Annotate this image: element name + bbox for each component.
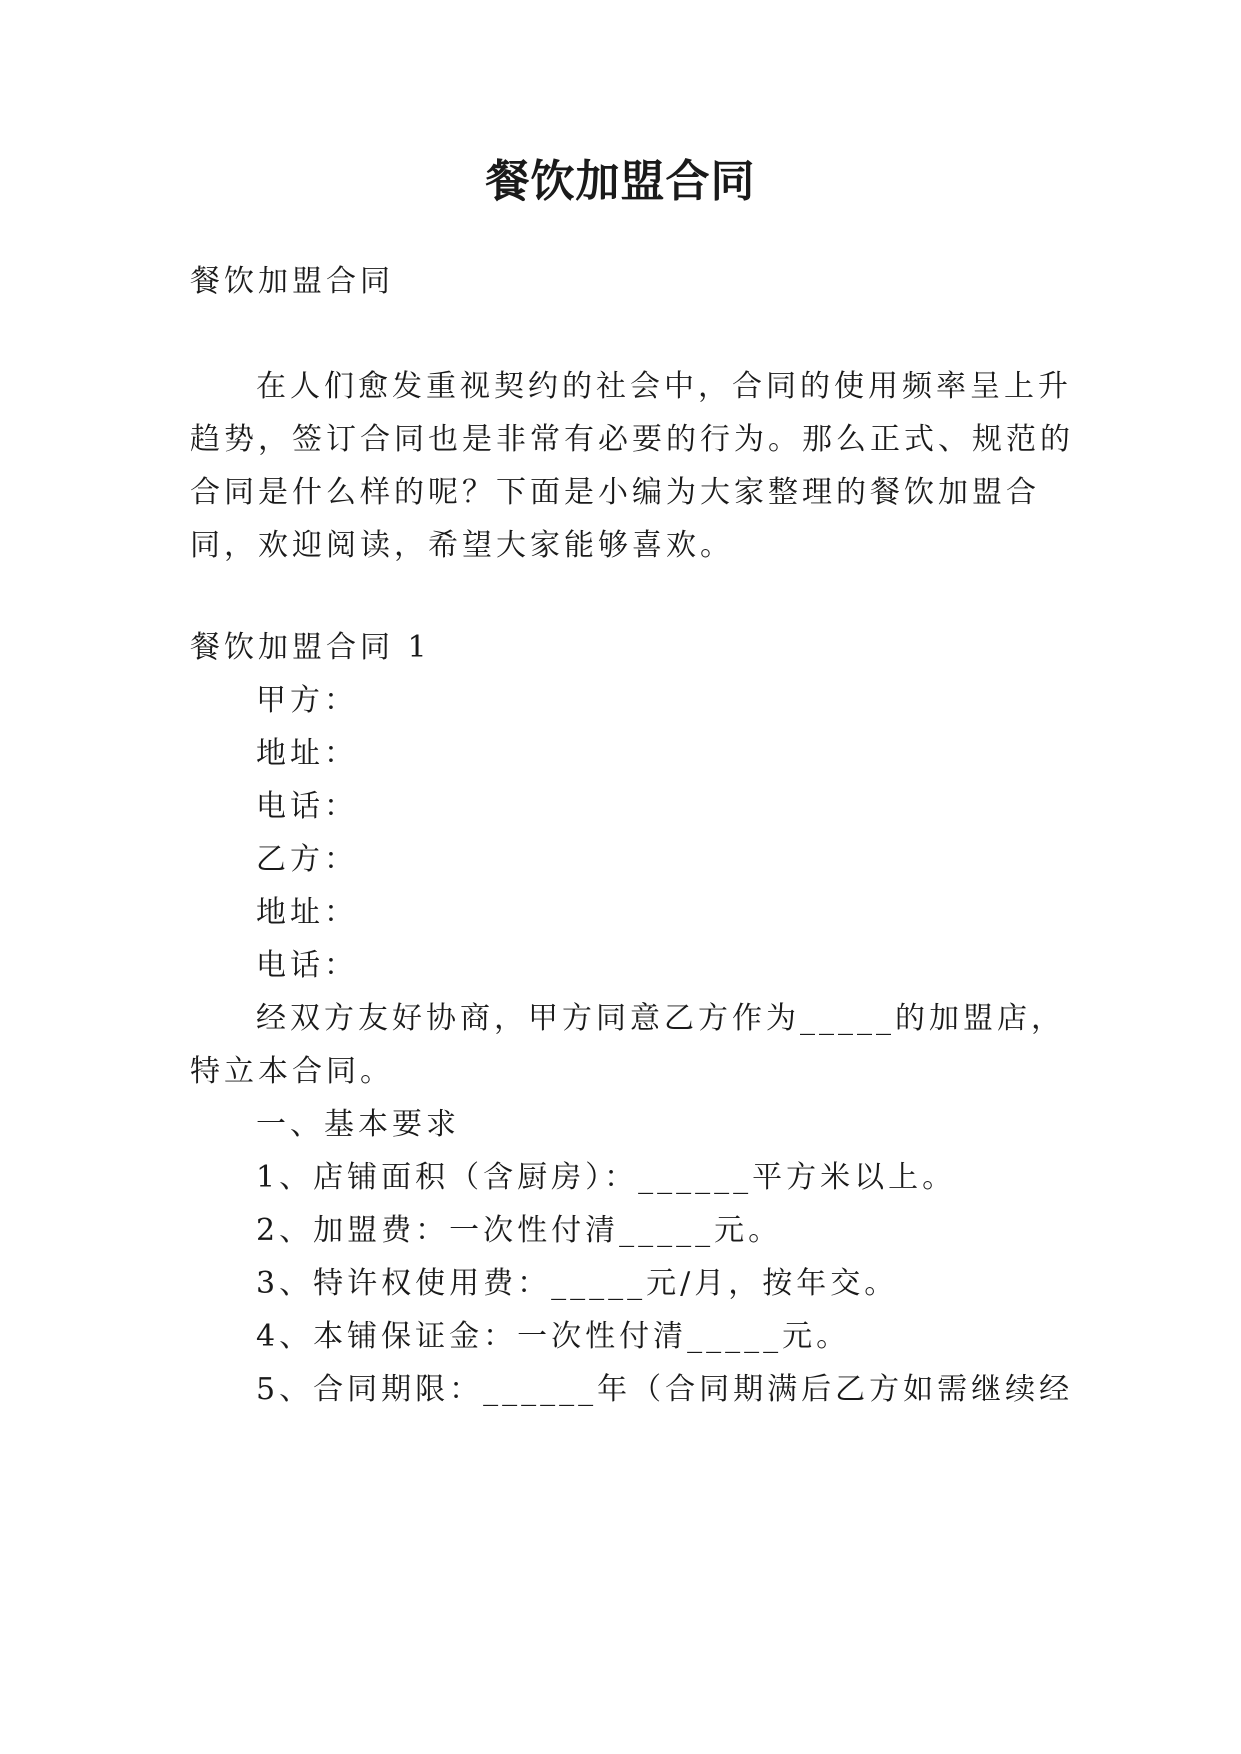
intro-line-2: 趋势，签订合同也是非常有必要的行为。那么正式、规范的 [190, 422, 1074, 457]
party-b-phone-label: 电话： [256, 948, 358, 983]
clause-item-5: 5、合同期限：______年（合同期满后乙方如需继续经 [256, 1372, 1074, 1407]
party-a-label: 甲方： [256, 683, 358, 718]
document-subtitle: 餐饮加盟合同 [190, 264, 394, 299]
intro-line-1: 在人们愈发重视契约的社会中，合同的使用频率呈上升 [256, 369, 1072, 404]
party-a-address-label: 地址： [256, 736, 358, 771]
agreement-line-2: 特立本合同。 [190, 1054, 394, 1089]
clause-item-2: 2、加盟费：一次性付清_____元。 [256, 1213, 783, 1248]
agreement-line-1: 经双方友好协商，甲方同意乙方作为_____的加盟店， [256, 1001, 1065, 1036]
party-b-label: 乙方： [256, 842, 358, 877]
clause-item-1: 1、店铺面积（含厨房）：______平方米以上。 [256, 1160, 957, 1195]
section-1-heading: 一、基本要求 [256, 1107, 460, 1142]
contract-1-heading: 餐饮加盟合同 1 [190, 630, 431, 665]
clause-item-4: 4、本铺保证金：一次性付清_____元。 [256, 1319, 851, 1354]
party-a-phone-label: 电话： [256, 789, 358, 824]
intro-line-3: 合同是什么样的呢？下面是小编为大家整理的餐饮加盟合 [190, 475, 1040, 510]
party-b-address-label: 地址： [256, 895, 358, 930]
clause-item-3: 3、特许权使用费：_____元/月，按年交。 [256, 1266, 899, 1301]
intro-line-4: 同，欢迎阅读，希望大家能够喜欢。 [190, 528, 734, 563]
document-title: 餐饮加盟合同 [485, 156, 756, 207]
